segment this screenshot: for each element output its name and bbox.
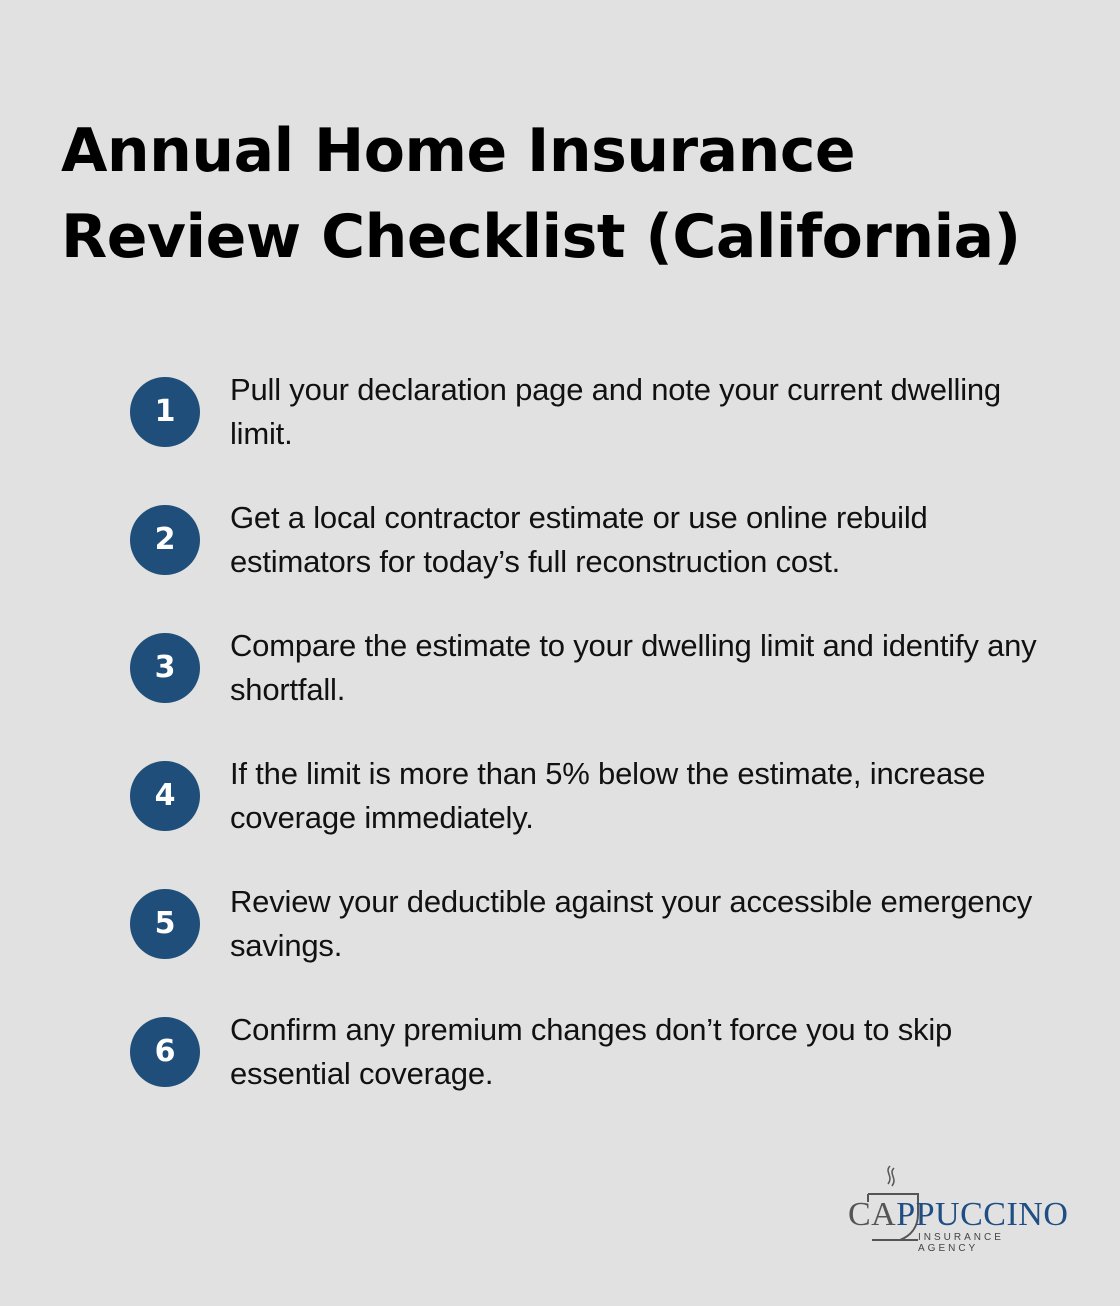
checklist (130, 368, 1050, 1136)
checklist-item (130, 368, 1050, 496)
step-number-badge: 6 (130, 1017, 200, 1087)
checklist-item (130, 752, 1050, 880)
page-title: Annual Home Insurance Review Checklist (California) (61, 116, 1021, 272)
step-number-badge: 3 (130, 633, 200, 703)
checklist-item (130, 496, 1050, 624)
checklist-item-text: Compare the estimate to your dwelling limit and identify any shortfall. (230, 628, 1037, 707)
brand-logo (848, 1162, 1068, 1252)
logo-wordmark: CAPPUCCINO (848, 1196, 1069, 1233)
step-number-badge: 2 (130, 505, 200, 575)
checklist-item-text: Review your deductible against your accessible emergency savings. (230, 884, 1033, 963)
checklist-item-text: Get a local contractor estimate or use online rebuild estimators for today’s full reconstruction cost. (230, 500, 928, 579)
step-number-badge: 4 (130, 761, 200, 831)
checklist-item-text: Confirm any premium changes don’t force you to skip essential coverage. (230, 1012, 953, 1091)
checklist-item-text: If the limit is more than 5% below the estimate, increase coverage immediately. (230, 756, 986, 835)
logo-tagline: INSURANCE AGENCY (918, 1232, 1004, 1254)
checklist-item (130, 1008, 1050, 1136)
checklist-item-text: Pull your declaration page and note your current dwelling limit. (230, 372, 1001, 451)
step-number-badge: 5 (130, 889, 200, 959)
checklist-item (130, 624, 1050, 752)
checklist-item (130, 880, 1050, 1008)
step-number-badge: 1 (130, 377, 200, 447)
